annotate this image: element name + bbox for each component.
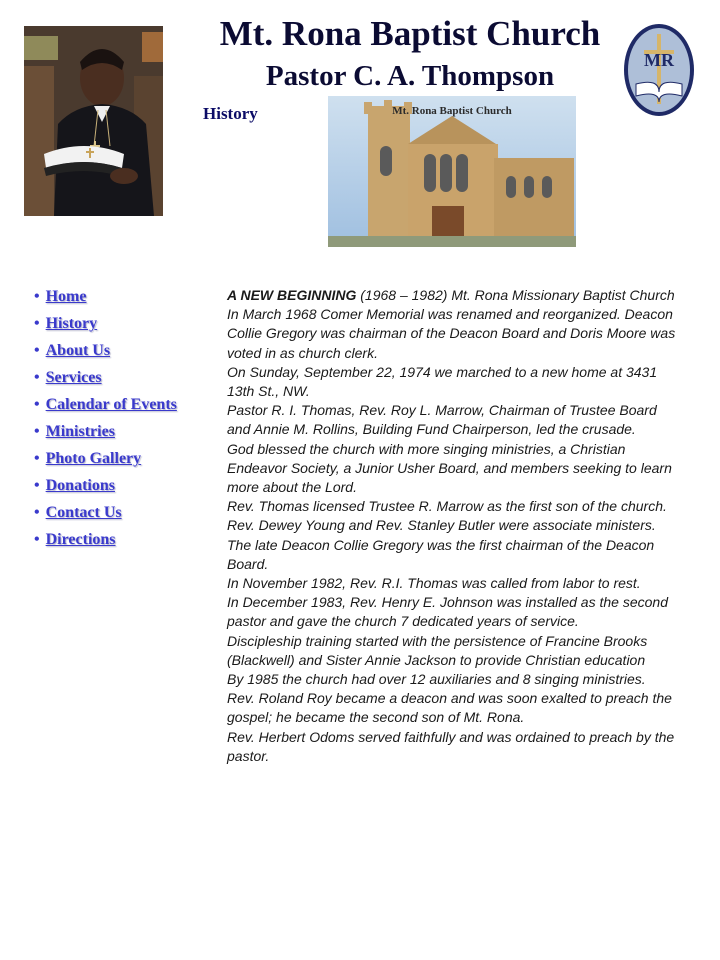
history-paragraph: Pastor R. I. Thomas, Rev. Roy L. Marrow, Chairman of Trustee Board and Annie M. Rollins, Building Fund Chairperson, led the crusade. <box>227 402 657 438</box>
nav-item-ministries <box>34 421 214 448</box>
bullet-icon: • <box>34 477 40 494</box>
nav-link-directions[interactable]: Directions <box>45 531 116 548</box>
nav-item-donations <box>34 475 214 502</box>
history-text <box>227 286 682 766</box>
nav-item-about-us <box>34 340 214 367</box>
history-paragraph: Rev. Roland Roy became a deacon and was soon exalted to preach the gospel; he became the second son of Mt. Rona. <box>227 690 672 726</box>
nav-item-directions <box>34 529 214 556</box>
bullet-icon: • <box>34 531 40 548</box>
nav-item-history <box>34 313 214 340</box>
nav-link-home[interactable]: Home <box>45 288 87 305</box>
bullet-icon: • <box>34 396 40 413</box>
bullet-icon: • <box>34 288 40 305</box>
nav-link-services[interactable]: Services <box>45 369 102 386</box>
nav-item-photo-gallery <box>34 448 214 475</box>
nav-link-photo-gallery[interactable]: Photo Gallery <box>45 450 142 467</box>
church-photo-caption: Mt. Rona Baptist Church <box>392 105 512 117</box>
history-lead <box>227 286 682 305</box>
nav-item-contact-us <box>34 502 214 529</box>
section-label: History <box>203 104 258 123</box>
history-paragraph: Rev. Dewey Young and Rev. Stanley Butler were associate ministers. <box>227 517 656 534</box>
history-paragraph: On Sunday, September 22, 1974 we marched to a new home at 3431 13th St., NW. <box>227 363 658 400</box>
history-paragraph: Discipleship training started with the persistence of Francine Brooks (Blackwell) and Sister Annie Jackson to provide Christian education <box>227 632 648 668</box>
bullet-icon: • <box>34 342 40 359</box>
nav-link-donations[interactable]: Donations <box>45 477 115 494</box>
nav-item-home <box>34 286 214 313</box>
church-logo <box>622 22 696 118</box>
history-paragraph: In March 1968 Comer Memorial was renamed and reorganized. Deacon Collie Gregory was chairman of the Deacon Board and Doris Moore was voted in as church clerk. <box>227 306 676 361</box>
bullet-icon: • <box>34 423 40 440</box>
history-paragraph: By 1985 the church had over 12 auxiliaries and 8 singing ministries. <box>227 671 646 688</box>
nav-item-calendar <box>34 394 214 421</box>
pastor-name: Pastor C. A. Thompson <box>265 60 555 92</box>
bullet-icon: • <box>34 369 40 386</box>
bullet-icon: • <box>34 504 40 521</box>
nav-link-calendar[interactable]: Calendar of Events <box>45 396 177 413</box>
bullet-icon: • <box>34 315 40 332</box>
history-paragraph: God blessed the church with more singing ministries, a Christian Endeavor Society, a Junior Usher Board, and members seeking to learn more about the Lord. <box>227 440 672 496</box>
history-lead-title: A NEW BEGINNING <box>227 287 357 303</box>
history-lead-rest: (1968 – 1982) Mt. Rona Missionary Baptist Church <box>356 287 675 303</box>
history-paragraph: In November 1982, Rev. R.I. Thomas was called from labor to rest. <box>227 575 641 592</box>
church-photo <box>328 96 576 247</box>
nav-link-contact-us[interactable]: Contact Us <box>45 504 122 521</box>
site-title: Mt. Rona Baptist Church <box>219 14 601 53</box>
bullet-icon: • <box>34 450 40 467</box>
main-nav <box>34 286 214 556</box>
pastor-photo <box>24 26 163 216</box>
history-paragraph: Rev. Herbert Odoms served faithfully and was ordained to preach by the pastor. <box>227 728 675 764</box>
nav-link-ministries[interactable]: Ministries <box>45 423 115 440</box>
history-paragraph: Rev. Thomas licensed Trustee R. Marrow as the first son of the church. <box>227 498 667 515</box>
history-paragraph: The late Deacon Collie Gregory was the first chairman of the Deacon Board. <box>227 536 655 572</box>
history-paragraph: In December 1983, Rev. Henry E. Johnson was installed as the second pastor and gave the church 7 dedicated years of service. <box>227 594 668 630</box>
nav-link-history[interactable]: History <box>45 315 98 332</box>
logo-letters: MR <box>644 50 674 70</box>
nav-item-services <box>34 367 214 394</box>
nav-link-about-us[interactable]: About Us <box>45 342 111 359</box>
